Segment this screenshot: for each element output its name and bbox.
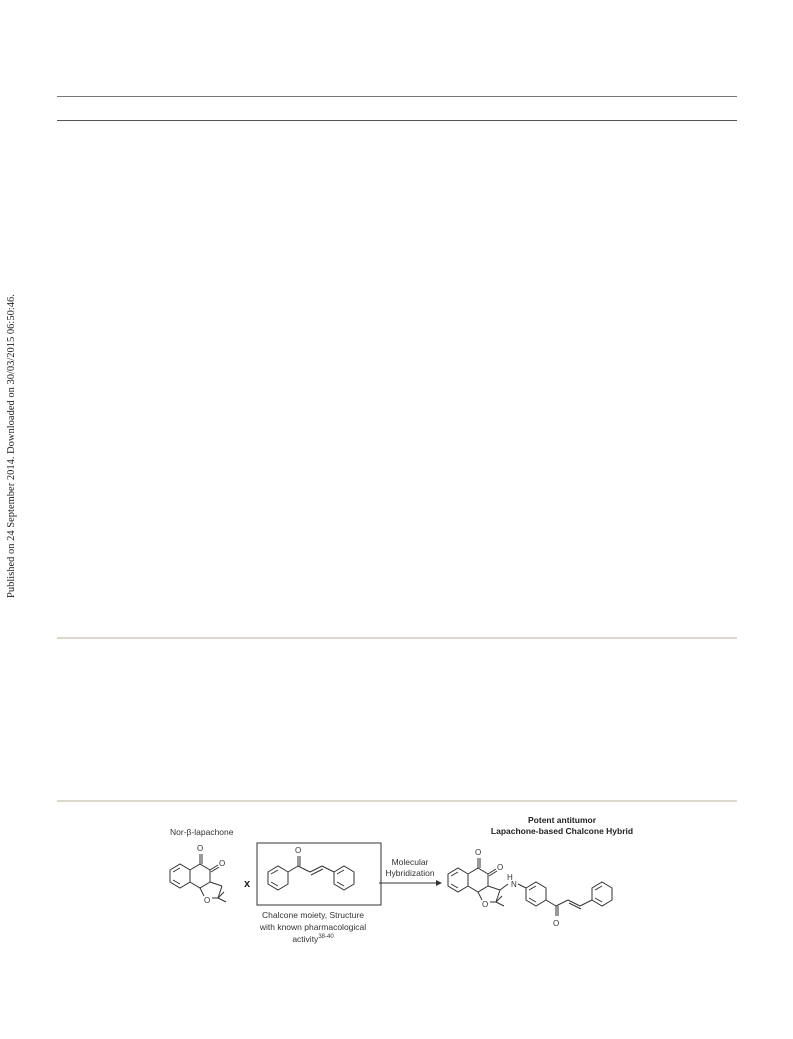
nor-beta-lapachone-label: Nor-β-lapachone [170,827,234,837]
nor-beta-lapachone-structure [160,840,250,920]
atom-o-8: O [553,919,560,928]
atom-h: H [507,873,513,882]
chalcone-caption-activity: activity [292,934,319,944]
publication-note: Published on 24 September 2014. Downloaded on 30/03/2015 06:50:46. [6,294,17,598]
atom-o-6: O [497,863,504,872]
figure-title-line-2: Lapachone-based Chalcone Hybrid [490,826,634,836]
chalcone-structure-box [256,842,382,906]
atom-n: N [511,880,517,889]
arrow-label-line-2: Hybridization [385,868,435,878]
chalcone-caption-reference: 38-40 [318,934,334,941]
chalcone-caption-line-3 [248,934,378,944]
chalcone-caption-line-2: with known pharmacological [259,922,367,932]
chalcone-caption-line-1: Chalcone moiety, Structure [262,910,364,920]
atom-o-1: O [197,844,204,853]
atom-o-3: O [204,896,211,905]
cross-symbol: x [244,878,251,890]
top-rule-1 [57,96,737,97]
atom-o-2: O [219,859,226,868]
reaction-arrow [378,878,444,888]
atom-o-7: O [482,900,489,909]
atom-o-5: O [475,848,482,857]
hybrid-structure [440,838,640,933]
top-rule-2 [57,120,737,121]
atom-o-4: O [295,846,302,855]
figure-title-line-1: Potent antitumor [528,815,596,825]
section-rule-2 [57,800,737,802]
section-rule-1 [57,637,737,639]
arrow-label-line-1: Molecular [391,857,429,867]
